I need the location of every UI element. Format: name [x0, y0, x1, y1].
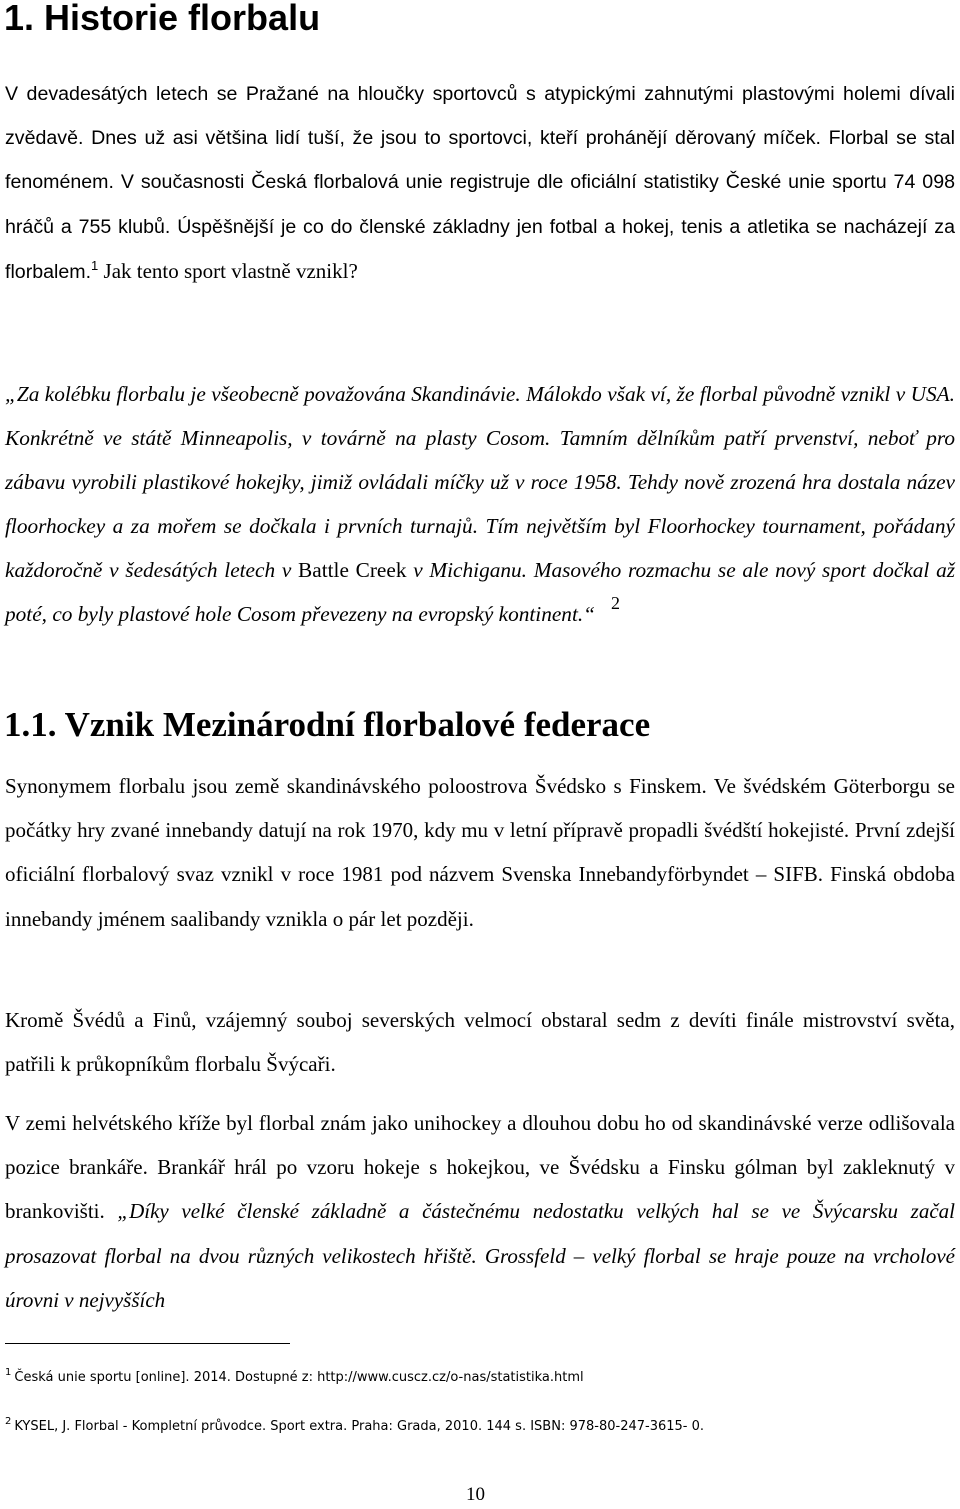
quote-paragraph [5, 372, 955, 637]
chapter-heading: 1. Historie florbalu [4, 0, 321, 38]
quote-upright-text: Battle Creek [298, 558, 407, 583]
footnote-ref-2[interactable]: 2 [611, 593, 621, 614]
footnote-2-text: KYSEL, J. Florbal - Kompletní průvodce. Sport extra. Praha: Grada, 2010. 144 s. ISBN: 978-80-247-3615- 0. [14, 1419, 705, 1434]
footnote-ref-1[interactable]: 1 [91, 257, 99, 273]
section-paragraph-2: Kromě Švédů a Finů, vzájemný souboj severských velmocí obstaral sedm z devíti finále mistrovství světa, patřili k průkopníkům florbalu Švýcaři. [5, 1008, 955, 1077]
section-heading: 1.1. Vznik Mezinárodní florbalové federace [4, 705, 651, 744]
paragraph-3-quote: „Díky velké členské základně a částečnému nedostatku velkých hal se ve Švýcarsku začal prosazovat florbal na dvou různých velikostech hřiště. Grossfeld – velký florbal se hraje pouze na vrcholové úrovni v nejvyšších [5, 1199, 955, 1312]
footnote-2-number: 2 [5, 1416, 12, 1427]
footnote-1-number: 1 [5, 1367, 12, 1378]
footnote-1 [5, 1369, 584, 1387]
intro-paragraph [5, 72, 955, 294]
footnote-separator [5, 1343, 290, 1344]
paragraph-3-text: V zemi helvétského kříže byl florbal znám jako unihockey a dlouhou dobu ho od skandinávské verze odlišovala pozice brankáře. Brankář hrál po vzoru hokeje s hokejkou, ve Švédsku a Finsku gólman byl zakleknutý v brankovišti. [5, 1111, 955, 1224]
footnote-2 [5, 1418, 704, 1436]
quote-text: „Za kolébku florbalu je všeobecně považována Skandinávie. Málokdo však ví, že florbal původně vznikl v USA. Konkrétně ve státě Minneapolis, v továrně na plasty Cosom. Tamním dělníkům patří prvenství, neboť pro zábavu vyrobili plastikové hokejky, jimiž ovládali míčky už v roce 1958. Tehdy nově zrozená hra dostala název floorhockey a za mořem se dočkala i prvních turnajů. Tím největším byl Floorhockey tournament, pořádaný každoročně v šedesátých letech v [5, 382, 955, 583]
section-paragraph-3 [5, 1101, 955, 1322]
footnote-1-text: Česká unie sportu [online]. 2014. Dostupné z: http://www.cuscz.cz/o-nas/statistika.html [14, 1370, 584, 1385]
section-paragraph-1: Synonymem florbalu jsou země skandinávského poloostrova Švédsko s Finskem. Ve švédském Göterborgu se počátky hry zvané innebandy datují na rok 1970, kdy mu v letní přípravě propadli švédští hokejisté. První zdejší oficiální florbalový svaz vznikl v roce 1981 pod názvem Svenska Innebandyförbyndet – SIFB. Finská obdoba innebandy jménem saalibandy vznikla o pár let později. [5, 774, 955, 931]
quote-text-end: v Michiganu. Masového rozmachu se ale nový sport dočkal až poté, co byly plastové hole Cosom převezeny na evropský kontinent.“ [5, 558, 956, 627]
intro-text: V devadesátých letech se Pražané na hloučky sportovců s atypickými zahnutými plastovými holemi dívali zvědavě. Dnes už asi většina lidí tuší, že jsou to sportovci, kteří prohánějí děrovaný míček. Florbal se stal fenoménem. V současnosti Česká florbalová unie registruje dle oficiální statistiky České unie sportu 74 098 hráčů a 755 klubů. Úspěšnější je co do členské základny jen fotbal a hokej, tenis a atletika se nacházejí za florbalem. [5, 83, 955, 283]
page-number: 10 [466, 1484, 485, 1505]
intro-tail: Jak tento sport vlastně vznikl? [98, 258, 358, 283]
